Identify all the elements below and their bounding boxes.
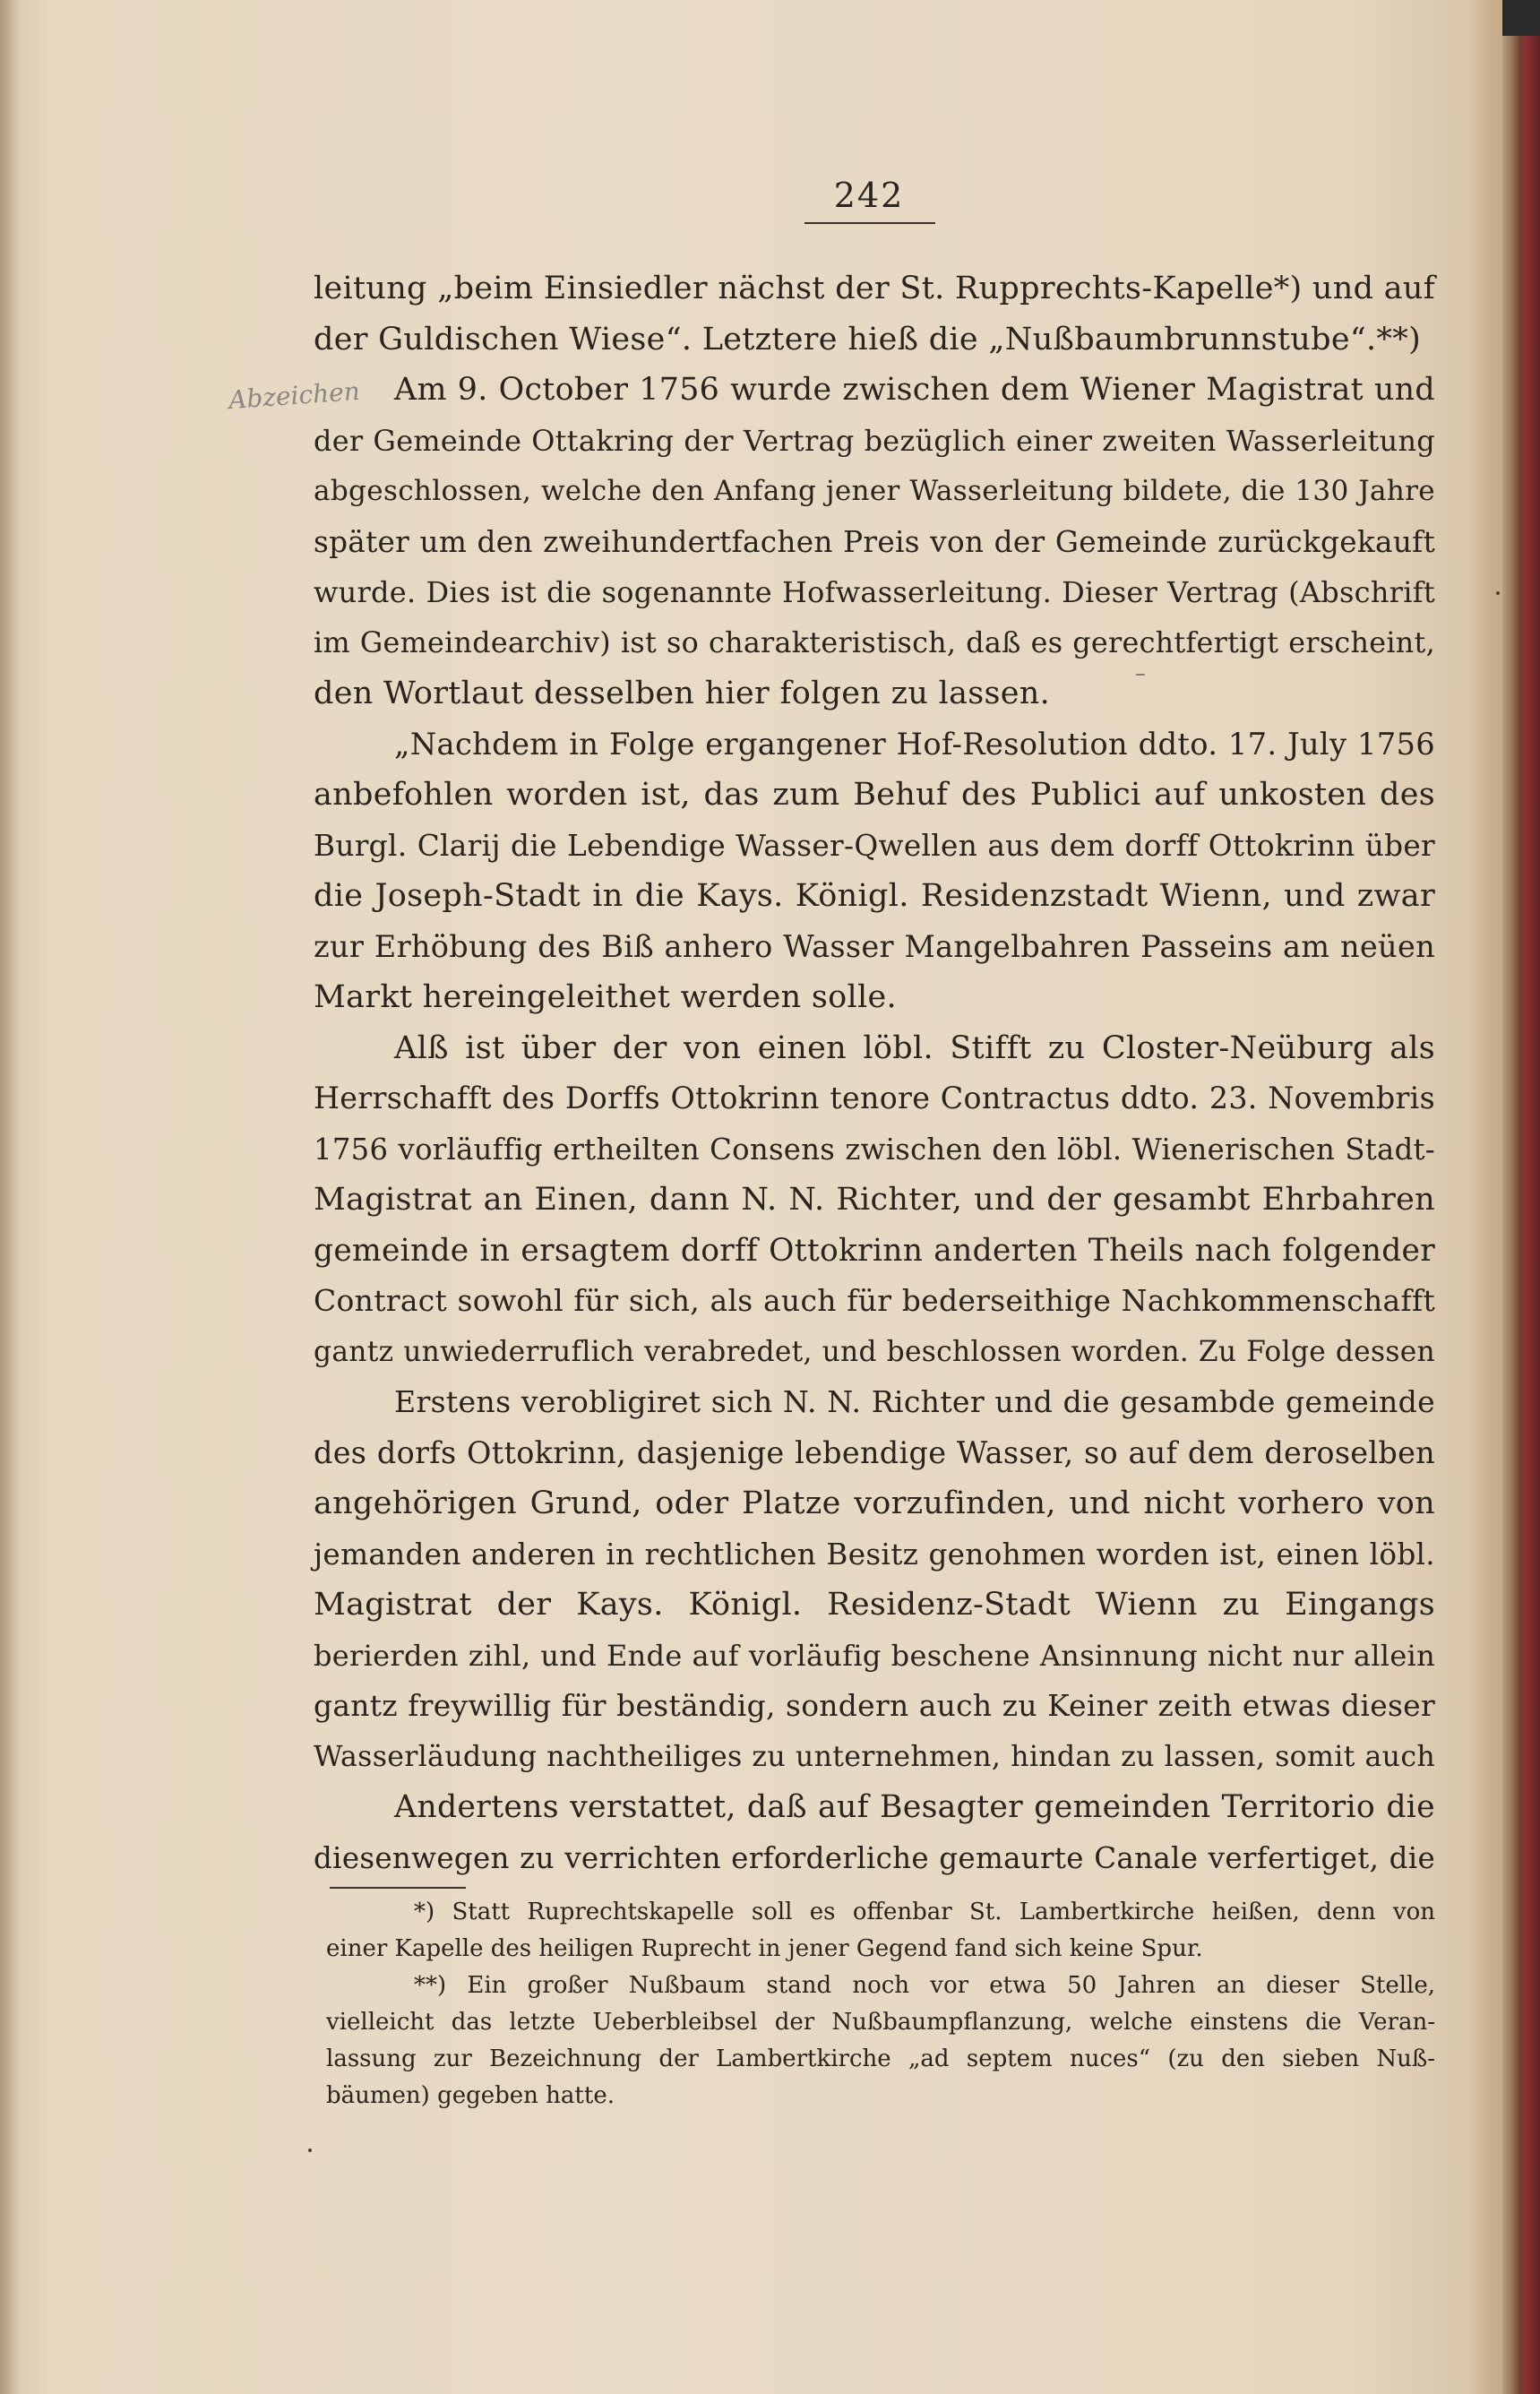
body-line: Magistrat an Einen, dann N. N. Richter, und der gesambt Ehrbahren bbox=[314, 1182, 1435, 1218]
page-number: 242 bbox=[833, 176, 905, 215]
body-line: Alß ist über der von einen löbl. Stifft zu Closter-Neüburg als bbox=[394, 1029, 1435, 1066]
body-line: Herrschafft des Dorffs Ottokrinn tenore Contractus ddto. 23. Novembris bbox=[314, 1081, 1435, 1115]
body-line: Magistrat der Kays. Königl. Residenz-Stadt Wienn zu Eingangs bbox=[314, 1587, 1435, 1623]
spine-cap bbox=[1502, 0, 1540, 36]
body-line: „Nachdem in Folge ergangener Hof-Resolution ddto. 17. July 1756 bbox=[394, 726, 1435, 762]
body-line: gantz unwiederruflich verabredet, und beschlossen worden. Zu Folge dessen bbox=[314, 1335, 1435, 1368]
body-line: jemanden anderen in rechtlichen Besitz genohmen worden ist, einen löbl. bbox=[314, 1537, 1435, 1572]
body-line: angehörigen Grund, oder Platze vorzufinden, und nicht vorhero von bbox=[314, 1485, 1435, 1521]
body-line: gemeinde in ersagtem dorff Ottokrinn anderten Theils nach folgender bbox=[314, 1232, 1435, 1269]
body-text bbox=[314, 263, 1435, 1883]
body-line: Wasserläudung nachtheiliges zu unternehmen, hindan zu lassen, somit auch bbox=[314, 1740, 1435, 1773]
body-line: den Wortlaut desselben hier folgen zu lassen. bbox=[314, 676, 1051, 711]
body-line: leitung „beim Einsiedler nächst der St. Rupprechts-Kapelle*) und auf bbox=[314, 271, 1435, 306]
body-line: zur Erhöbung des Biß anhero Wasser Mangelbahren Passeins am neüen bbox=[314, 928, 1435, 964]
body-line: anbefohlen worden ist, das zum Behuf des Publici auf unkosten des bbox=[314, 777, 1435, 813]
book-spine-edge bbox=[1502, 0, 1540, 2394]
handwritten-margin-note: Abzeichen bbox=[228, 375, 361, 416]
body-line: berierden zihl, und Ende auf vorläufig beschene Ansinnung nicht nur allein bbox=[314, 1638, 1435, 1673]
footnote-line: lassung zur Bezeichnung der Lambertkirche „ad septem nuces“ (zu den sieben Nuß- bbox=[326, 2045, 1435, 2072]
footnote-line: bäumen) gegeben hatte. bbox=[326, 2082, 615, 2109]
body-line: abgeschlossen, welche den Anfang jener Wasserleitung bildete, die 130 Jahre bbox=[314, 475, 1435, 507]
body-line: später um den zweihundertfachen Preis von der Gemeinde zurückgekauft bbox=[314, 524, 1435, 559]
body-line: Markt hereingeleithet werden solle. bbox=[314, 979, 897, 1015]
footnote-line: vielleicht das letzte Ueberbleibsel der Nußbaumpflanzung, welche einstens die Veran- bbox=[326, 2009, 1435, 2036]
body-line: gantz freywillig für beständig, sondern auch zu Keiner zeith etwas dieser bbox=[314, 1688, 1435, 1723]
body-line: diesenwegen zu verrichten erforderliche gemaurte Canale verfertiget, die bbox=[314, 1840, 1435, 1875]
body-line: der Gemeinde Ottakring der Vertrag bezüglich einer zweiten Wasserleitung bbox=[314, 423, 1435, 458]
footnote-rule bbox=[330, 1887, 466, 1889]
body-line: im Gemeindearchiv) ist so charakteristisch, daß es gerechtfertigt erscheint, bbox=[314, 626, 1435, 659]
body-line: Andertens verstattet, daß auf Besagter gemeinden Territorio die bbox=[394, 1789, 1435, 1825]
body-line: Burgl. Clarij die Lebendige Wasser-Qwellen aus dem dorff Ottokrinn über bbox=[314, 828, 1435, 863]
footnotes bbox=[326, 1894, 1435, 2114]
body-line: des dorfs Ottokrinn, dasjenige lebendige Wasser, so auf dem deroselben bbox=[314, 1434, 1435, 1470]
body-line: wurde. Dies ist die sogenannte Hofwasserleitung. Dieser Vertrag (Abschrift bbox=[314, 575, 1435, 609]
footnote-line: *) Statt Ruprechtskapelle soll es offenbar St. Lambertkirche heißen, denn von bbox=[414, 1899, 1435, 1925]
body-line: Contract sowohl für sich, als auch für bederseithige Nachkommenschafft bbox=[314, 1283, 1435, 1318]
body-line: Am 9. October 1756 wurde zwischen dem Wiener Magistrat und bbox=[394, 372, 1435, 408]
paper-speck bbox=[1136, 674, 1145, 676]
body-line: 1756 vorläuffig ertheilten Consens zwischen den löbl. Wienerischen Stadt- bbox=[314, 1132, 1435, 1167]
paper-speck bbox=[1496, 591, 1500, 595]
body-line: der Guldischen Wiese“. Letztere hieß die „Nußbaumbrunnstube“.**) bbox=[314, 321, 1422, 357]
body-line: die Joseph-Stadt in die Kays. Königl. Residenzstadt Wienn, und zwar bbox=[314, 878, 1435, 914]
page-gutter-shadow bbox=[0, 0, 20, 2394]
paper-speck bbox=[308, 2149, 312, 2152]
footnote-line: **) Ein großer Nußbaum stand noch vor etwa 50 Jahren an dieser Stelle, bbox=[414, 1972, 1435, 1999]
page-number-rule bbox=[804, 222, 935, 224]
footnote-line: einer Kapelle des heiligen Ruprecht in jener Gegend fand sich keine Spur. bbox=[326, 1935, 1203, 1962]
body-line: Erstens verobligiret sich N. N. Richter und die gesambde gemeinde bbox=[394, 1384, 1435, 1419]
